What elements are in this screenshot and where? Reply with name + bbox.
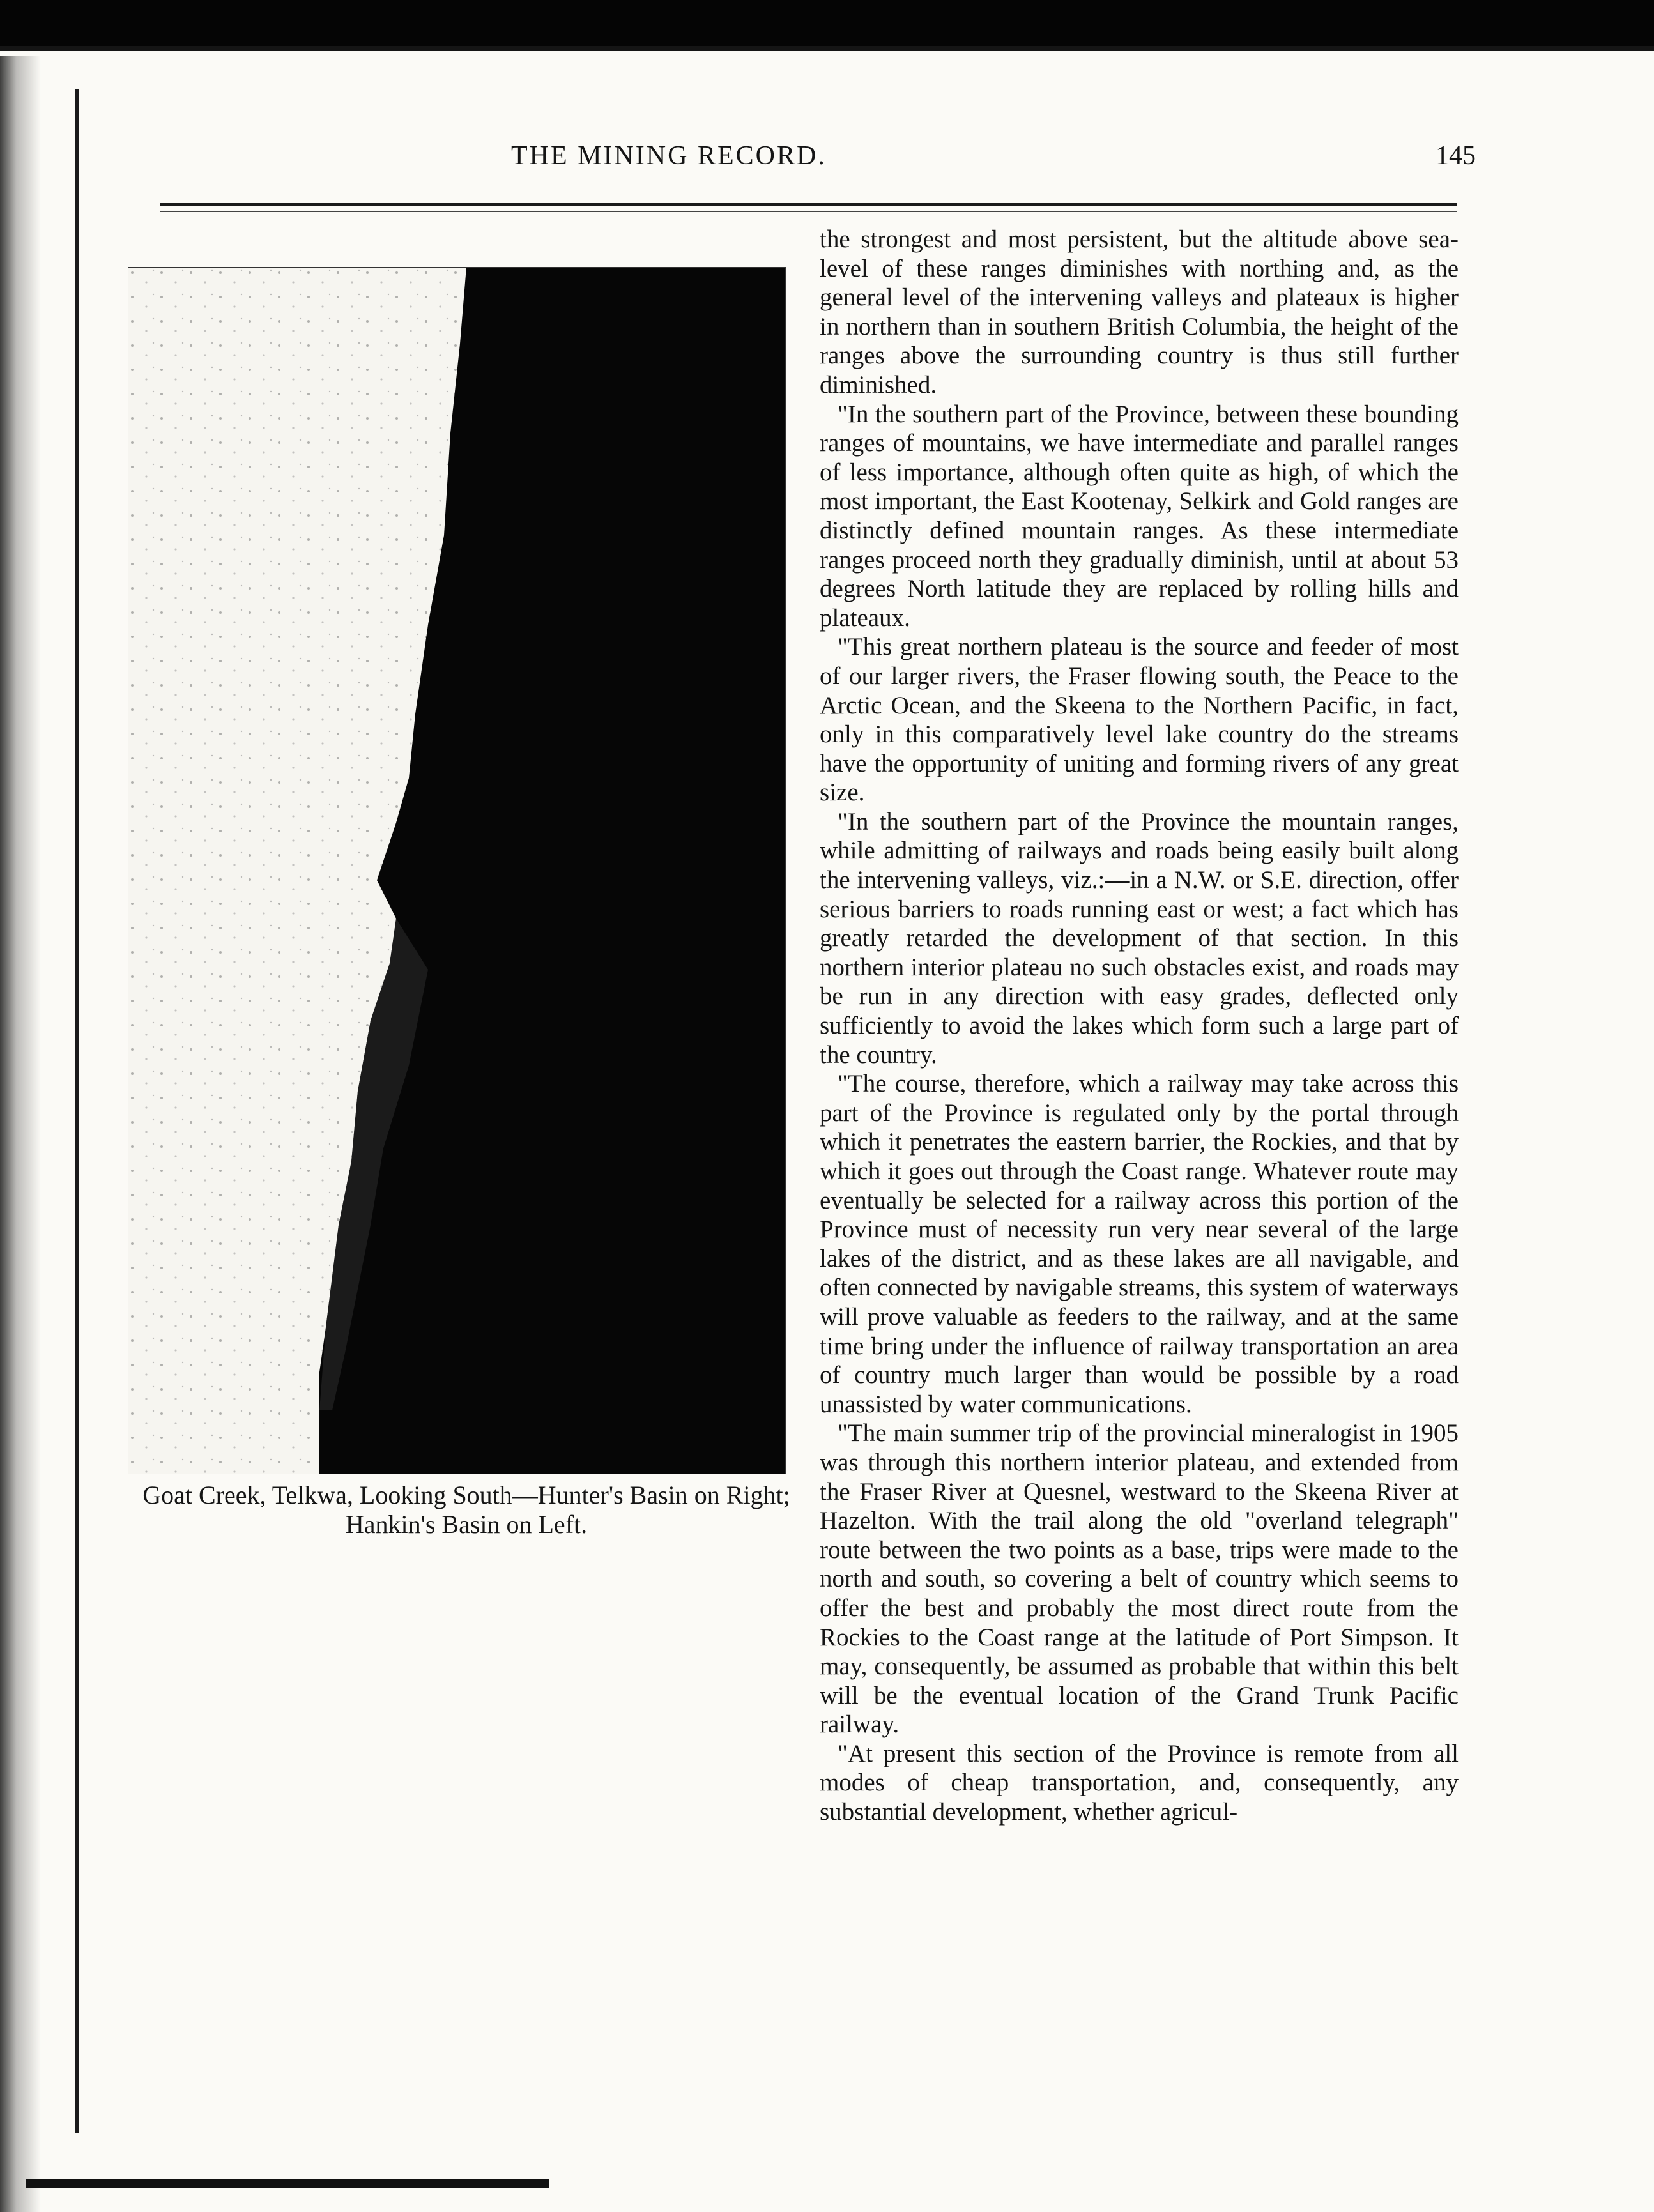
paragraph: "In the southern part of the Province, between these bounding ranges of mountains, we have intermediate and parallel ranges of less importance, although often quite as high, of which the most important, the East Kootenay, Selkirk and Gold ranges are distinctly defined mountain ranges. As these intermediate ranges proceed north they gradually diminish, until at about 53 degrees North latitude they are replaced by rolling hills and plateaux. [820, 400, 1459, 632]
mountain-photo-image [128, 267, 786, 1474]
paragraph: "The course, therefore, which a railway may take across this part of the Province is regulated only by the portal through which it penetrates the eastern barrier, the Rockies, and that by which it goes out through the Coast range. Whatever route may eventually be selected for a railway across this portion of the Province must of necessity run very near several of the large lakes of the district, and as these lakes are all navigable, and often connected by navigable streams, this system of waterways will prove valuable as feeders to the railway, and at the same time bring under the influence of railway transportation an area of country much larger than would be possible by a road unassisted by water communications. [820, 1070, 1459, 1418]
paragraph: "At present this section of the Province is remote from all modes of cheap transportation, and, consequently, any substantial development, whether agricul- [820, 1739, 1459, 1826]
scan-edge-left [0, 56, 41, 2212]
paragraph: "In the southern part of the Province the mountain ranges, while admitting of railways and roads being easily built along the intervening valleys, viz.:—in a N.W. or S.E. direction, offer serious barriers to roads running east or west; a fact which has greatly retarded the development of that section. In this northern interior plateau no such obstacles exist, and roads may be run in any direction with easy grades, deflected only sufficiently to avoid the lakes which form such a large part of the country. [820, 807, 1459, 1069]
running-title: THE MINING RECORD. [511, 141, 827, 171]
scan-edge-line [75, 89, 79, 2133]
paragraph: "The main summer trip of the provincial mineralogist in 1905 was through this northern interior plateau, and extended from the Fraser River at Quesnel, westward to the Skeena River at Hazelton. With the trail along the old "overland telegraph" route between the two points as a base, trips were made to the north and south, so covering a belt of country which seems to offer the best and probably the most direct route from the Rockies to the Coast range at the latitude of Port Simpson. It may, consequently, be assumed as probable that within this belt will be the eventual location of the Grand Trunk Pacific railway. [820, 1419, 1459, 1739]
body-text-column [820, 225, 1459, 1827]
landscape-photo [128, 267, 786, 1474]
page-number: 145 [1436, 141, 1476, 171]
photo-caption: Goat Creek, Telkwa, Looking South—Hunter's Basin on Right; Hankin's Basin on Left. [142, 1481, 790, 1539]
scan-edge-top [0, 0, 1654, 59]
paragraph: "This great northern plateau is the source and feeder of most of our larger rivers, the Fraser flowing south, the Peace to the Arctic Ocean, and the Skeena to the Northern Pacific, in fact, only in this comparatively level lake country do the streams have the opportunity of uniting and forming rivers of any great size. [820, 633, 1459, 807]
paragraph: the strongest and most persistent, but the altitude above sea-level of these ranges diminishes with northing and, as the general level of the intervening valleys and plateaux is higher in northern than in southern British Columbia, the height of the ranges above the surrounding country is thus still further diminished. [820, 225, 1459, 399]
header-rule [160, 203, 1457, 212]
scan-edge-bottom [26, 2179, 549, 2188]
page-header [160, 141, 1476, 185]
